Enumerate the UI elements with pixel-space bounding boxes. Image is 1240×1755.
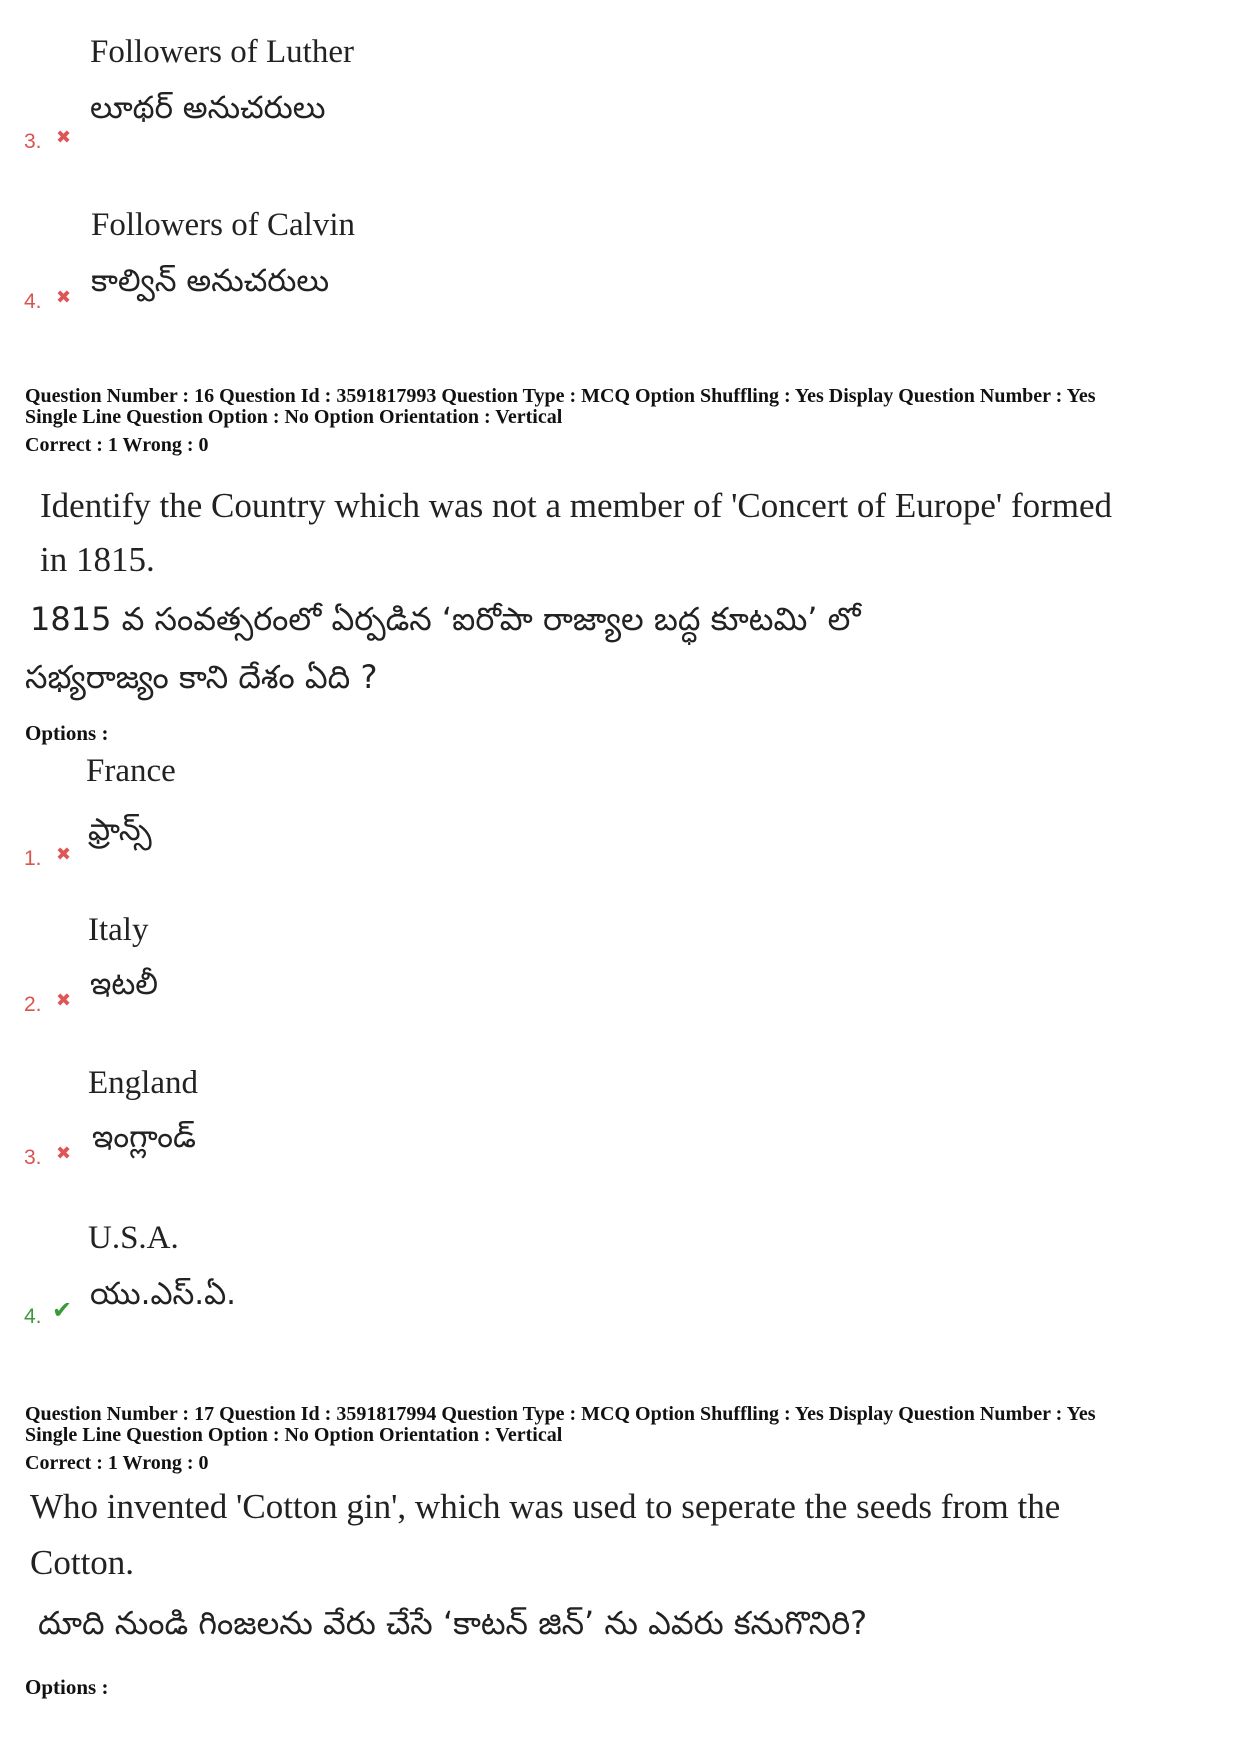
option-text-en: Italy: [88, 912, 149, 948]
question-text-en: Who invented 'Cotton gin', which was used to seperate the seeds from the: [30, 1487, 1061, 1526]
option-text-te: ఇటలీ: [90, 966, 159, 1002]
option-number: 3.: [24, 130, 42, 153]
option-number: 4.: [24, 1305, 42, 1328]
wrong-mark-icon: ✖: [56, 1143, 72, 1164]
options-label: Options :: [25, 721, 109, 745]
option-number: 4.: [24, 290, 42, 313]
question-text-en: Cotton.: [30, 1543, 135, 1582]
question-meta-line: Question Number : 17 Question Id : 3591817994 Question Type : MCQ Option Shuffling : Yes Display Question Number : Yes: [25, 1403, 1096, 1425]
question-text-te: సభ్యరాజ్యం కాని దేశం ఏది ?: [25, 658, 378, 696]
question-meta-line: Single Line Question Option : No Option Orientation : Vertical: [25, 406, 563, 428]
question-text-en: in 1815.: [40, 540, 155, 579]
question-text-en: Identify the Country which was not a member of 'Concert of Europe' formed: [40, 486, 1113, 525]
option-text-te: ఇంగ్లాండ్: [92, 1119, 196, 1155]
option-number: 1.: [24, 847, 42, 870]
option-number: 2.: [24, 993, 42, 1016]
question-score-line: Correct : 1 Wrong : 0: [25, 1452, 209, 1474]
option-text-te: యు.ఎస్.ఏ.: [90, 1276, 236, 1312]
options-label: Options :: [25, 1675, 109, 1699]
wrong-mark-icon: ✖: [56, 844, 72, 865]
option-text-en: Followers of Calvin: [91, 207, 355, 243]
question-meta-line: Question Number : 16 Question Id : 3591817993 Question Type : MCQ Option Shuffling : Yes Display Question Number : Yes: [25, 385, 1096, 407]
question-meta-line: Single Line Question Option : No Option Orientation : Vertical: [25, 1424, 563, 1446]
option-text-en: Followers of Luther: [90, 34, 354, 70]
question-text-te: దూది నుండి గింజలను వేరు చేసే ‘కాటన్ జిన్’ ను ఎవరు కనుగొనిరి?: [38, 1604, 868, 1642]
question-text-te: 1815 వ సంవత్సరంలో ఏర్పడిన ‘ఐరోపా రాజ్యాల బద్ధ కూటమి’ లో: [30, 600, 861, 638]
option-text-te: ఫ్రాన్స్: [88, 812, 152, 848]
option-number: 3.: [24, 1146, 42, 1169]
question-score-line: Correct : 1 Wrong : 0: [25, 434, 209, 456]
wrong-mark-icon: ✖: [56, 127, 72, 148]
option-text-en: U.S.A.: [88, 1220, 179, 1256]
option-text-en: France: [86, 753, 176, 789]
option-text-te: లూథర్ అనుచరులు: [90, 90, 326, 126]
wrong-mark-icon: ✖: [56, 287, 72, 308]
wrong-mark-icon: ✖: [56, 990, 72, 1011]
correct-mark-icon: ✔: [52, 1296, 73, 1324]
option-text-en: England: [88, 1065, 198, 1101]
option-text-te: కాల్విన్ అనుచరులు: [91, 263, 330, 299]
